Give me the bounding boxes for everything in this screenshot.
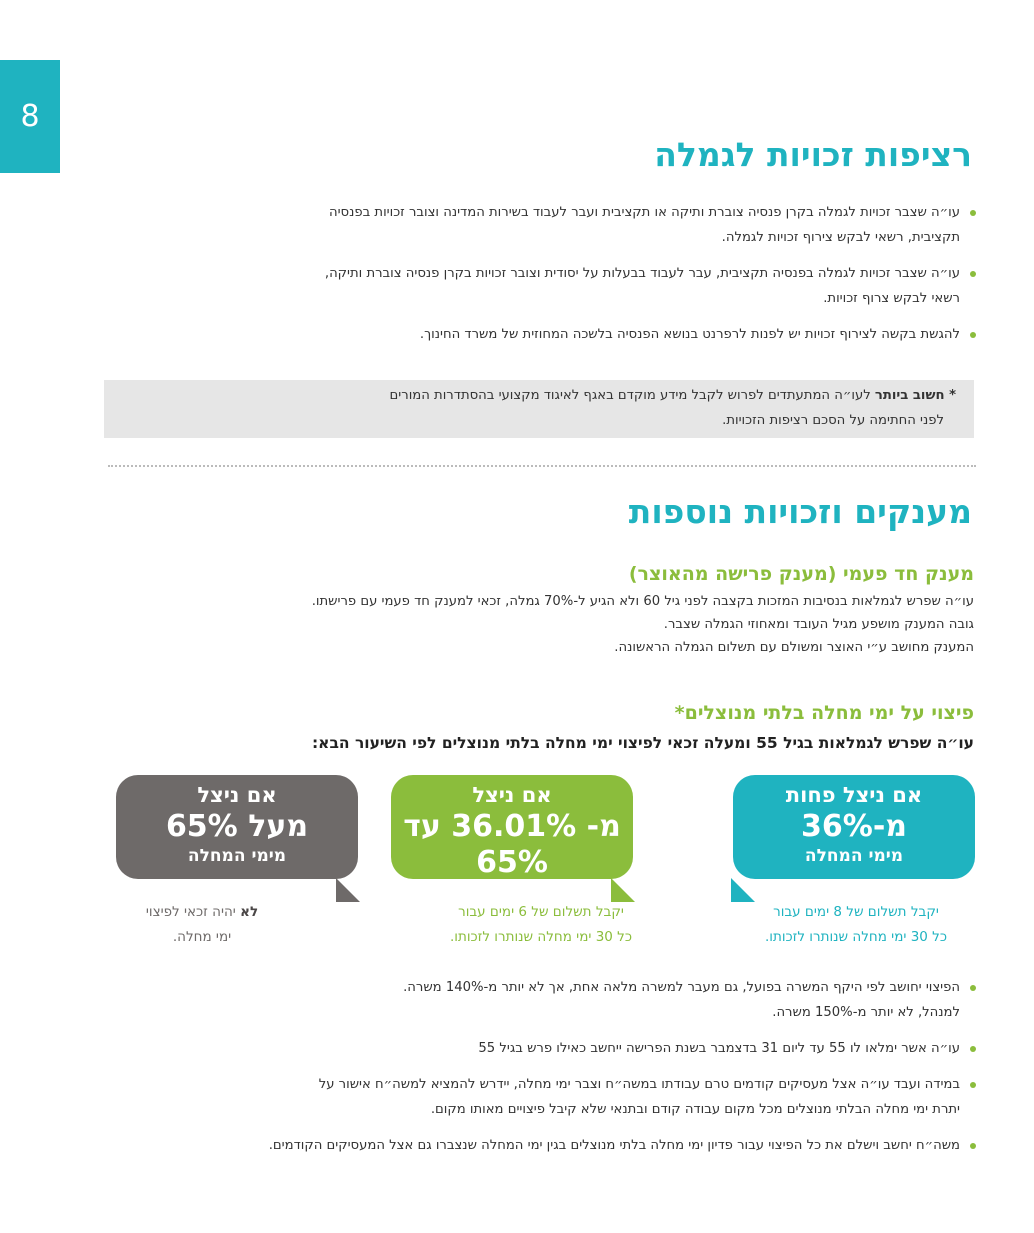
bullet-dot — [970, 210, 976, 216]
list-item: עו״ה שצבר זכויות לגמלה בקרן פנסיה צוברת ותיקה או תקציבית ועבר לעבוד בשירות המדינה וצובר זכויות בפנסיה תקציבית, רשאי לבקש צירוף זכויות לגמלה. — [56, 200, 976, 250]
section1-bullet-list — [56, 200, 976, 358]
bullet-dot — [970, 332, 976, 338]
caption-36-to-65: יקבל תשלום של 6 ימים עבור כל 30 ימי מחלה שנותרו לזכותו. — [450, 904, 632, 945]
bullet-dot — [970, 271, 976, 277]
bullet-dot — [970, 985, 976, 991]
page-number: 8 — [20, 99, 40, 134]
speech-bubble: אם ניצל פחות מ-36% מימי המחלה — [733, 775, 975, 879]
bubble-tail — [731, 878, 755, 902]
bubble-tail — [611, 878, 635, 902]
bubble-over-65 — [116, 775, 358, 901]
caption-over-65: לא יהיה זכאי לפיצוי ימי מחלה. — [145, 904, 259, 945]
section-title-grants: מענקים וזכויות נוספות — [628, 492, 972, 531]
dotted-divider — [108, 465, 976, 467]
bubble-under-36 — [733, 775, 975, 901]
bullet-dot — [970, 1143, 976, 1149]
page-number-tab — [0, 60, 60, 173]
caption-under-36: יקבל תשלום של 8 ימים עבור כל 30 ימי מחלה שנותרו לזכותו. — [765, 904, 947, 945]
list-item: משה״ח יחשב וישלם את כל הפיצוי עבור פדיון ימי מחלה בלתי מנוצלים בגין ימי המחלה שנצברו גם אצל המעסיקים הקודמים. — [36, 1133, 976, 1158]
grant-paragraph: עו״ה שפרש לגמלאות בנסיבות המזכות בקצבה לפני גיל 60 ולא הגיע ל-70% גמלה, זכאי למענק חד פעמי עם פרישתו. גובה המענק מושפע מגיל העובד ומאחוזי הגמלה שצבר. המענק מחושב ע״י האוצר ומשולם עם תשלום הגמלה הראשונה. — [311, 594, 974, 655]
speech-bubble: אם ניצל מעל 65% מימי המחלה — [116, 775, 358, 879]
list-item: הפיצוי יחושב לפי היקף המשרה בפועל, גם מעבר למשרה מלאה אחת, אך לא יותר מ-140% משרה. למנהל, לא יותר מ-150% משרה. — [36, 975, 976, 1025]
important-note-box: * חשוב ביותר לעו״ה המתעתדים לפרוש לקבל מידע מוקדם באגף לאיגוד מקצועי בהסתדרות המורים לפני החתימה על הסכם רציפות הזכויות. — [104, 380, 974, 438]
bubble-36-to-65 — [391, 775, 633, 901]
list-item: עו״ה שצבר זכויות לגמלה בפנסיה תקציבית, עבר לעבוד בבעלות על יסודית וצובר זכויות בקרן פנסיה צוברת ותיקה, רשאי לבקש צרוף זכויות. — [56, 261, 976, 311]
sick-days-lead: עו״ה שפרש לגמלאות בגיל 55 ומעלה זכאי לפיצוי ימי מחלה בלתי מנוצלים לפי השיעור הבא: — [311, 734, 974, 752]
bullet-dot — [970, 1046, 976, 1052]
section2-bullet-list — [36, 975, 976, 1169]
bullet-dot — [970, 1082, 976, 1088]
list-item: במידה ועבד עו״ה אצל מעסיקים קודמים טרם עבודתו במשה״ח וצבר ימי מחלה, יידרש להמציא למשה״ח אישור על יתרת ימי מחלה הבלתי מנוצלים מכל מקום עבודה קודם ובתנאי שלא קיבל פיצויים מאותו מקום. — [36, 1072, 976, 1122]
section-title-pension-continuity: רציפות זכויות לגמלה — [654, 135, 972, 174]
bubble-tail — [336, 878, 360, 902]
list-item: עו״ה אשר ימלאו לו 55 עד ליום 31 בדצמבר בשנת הפרישה ייחשב כאילו פרש בגיל 55 — [36, 1036, 976, 1061]
grant-subtitle: מענק חד פעמי (מענק פרישה מהאוצר) — [628, 563, 974, 585]
list-item: להגשת בקשה לצירוף זכויות יש לפנות לרפרנט בנושא הפנסיה בלשכה המחוזית של משרד החינוך. — [56, 322, 976, 347]
sick-days-subtitle: פיצוי על ימי מחלה בלתי מנוצלים* — [674, 702, 974, 724]
speech-bubble: אם ניצל מ- 36.01% עד 65% מימי המחלה — [391, 775, 633, 879]
